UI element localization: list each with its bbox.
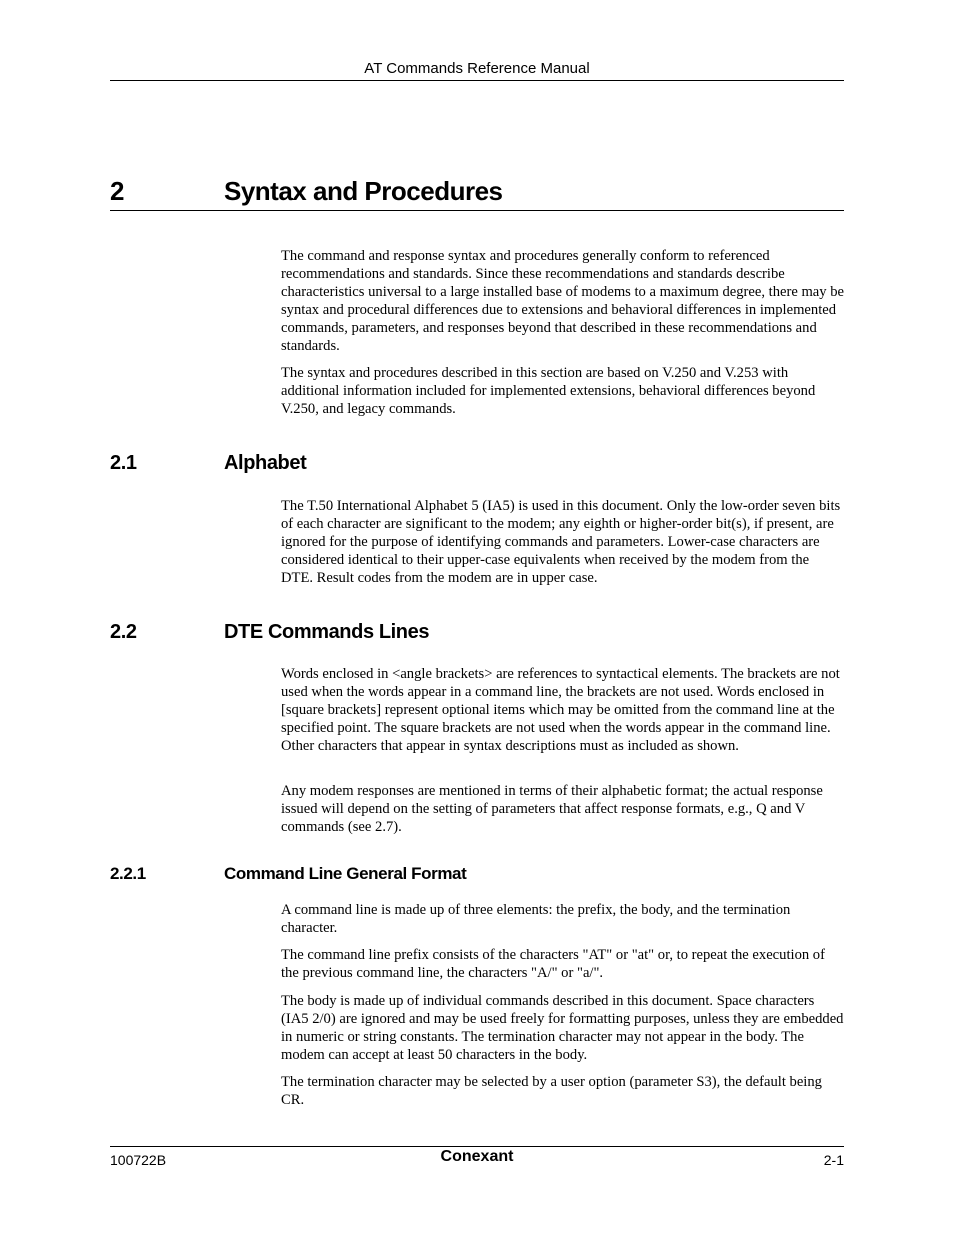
alphabet-paragraph: The T.50 International Alphabet 5 (IA5) is used in this document. Only the low-order seven bits of each character are significant to the modem; any eighth or higher-order bit(s), if present, are ignored for the purpose of identifying commands and parameters. Lower-case characters are considered identical to their upper-case equivalents when received by the modem from the DTE. Result codes from the modem are in upper case. <box>281 498 841 586</box>
format-paragraph-4: The termination character may be selected by a user option (parameter S3), the default being CR. <box>281 1074 822 1108</box>
section-title: Alphabet <box>224 452 307 474</box>
footer-rule <box>110 1146 844 1147</box>
format-paragraph-3: The body is made up of individual commands described in this document. Space characters (IA5 2/0) are ignored and may be used freely for formatting purposes, unless they are embedded in numeric or string constants. The termination character may not appear in the body. The modem can accept at least 50 characters in the body. <box>281 993 844 1063</box>
footer-page-number: 2-1 <box>823 1152 844 1168</box>
dte-paragraph-2: Any modem responses are mentioned in terms of their alphabetic format; the actual response issued will depend on the setting of parameters that affect response formats, e.g., Q and V commands (see 2.7). <box>281 783 823 835</box>
format-paragraph-2: The command line prefix consists of the characters "AT" or "at" or, to repeat the execution of the previous command line, the characters "A/" or "a/". <box>281 947 825 981</box>
section-heading-2-1 <box>110 452 844 478</box>
footer-doc-number: 100722B <box>110 1152 167 1168</box>
section-heading-2-2 <box>110 621 844 647</box>
section-number: 2.2.1 <box>110 864 146 883</box>
chapter-title: Syntax and Procedures <box>224 176 503 206</box>
footer-company: Conexant <box>440 1148 514 1165</box>
chapter-number: 2 <box>110 176 124 206</box>
dte-paragraph-1: Words enclosed in <angle brackets> are references to syntactical elements. The brackets are not used when the words appear in a command line, the brackets are not used. Words enclosed in [square brackets] represent optional items which may be omitted from the command line at the specified point. The square brackets are not used when the words appear in the command line. Other characters that appear in syntax descriptions must as included as shown. <box>281 666 840 754</box>
section-title: Command Line General Format <box>224 864 467 883</box>
section-title: DTE Commands Lines <box>224 621 430 643</box>
format-paragraph-1: A command line is made up of three elements: the prefix, the body, and the termination character. <box>281 902 791 936</box>
running-header: AT Commands Reference Manual <box>364 60 590 77</box>
header-rule <box>110 80 844 81</box>
section-number: 2.1 <box>110 452 137 474</box>
section-number: 2.2 <box>110 621 137 643</box>
section-heading-2-2-1 <box>110 864 844 886</box>
intro-paragraph-2: The syntax and procedures described in this section are based on V.250 and V.253 with additional information included for implemented extensions, behavioral differences beyond V.250, and legacy commands. <box>281 365 816 417</box>
chapter-heading <box>110 176 844 211</box>
intro-paragraph-1: The command and response syntax and procedures generally conform to referenced recommendations and standards. Since these recommendations and standards describe characteristics universal to a large installed base of modems to a maximum degree, there may be syntax and procedural differences due to extensions and behavioral differences in implemented commands, parameters, and responses beyond that described in these recommendations and standards. <box>281 248 845 354</box>
